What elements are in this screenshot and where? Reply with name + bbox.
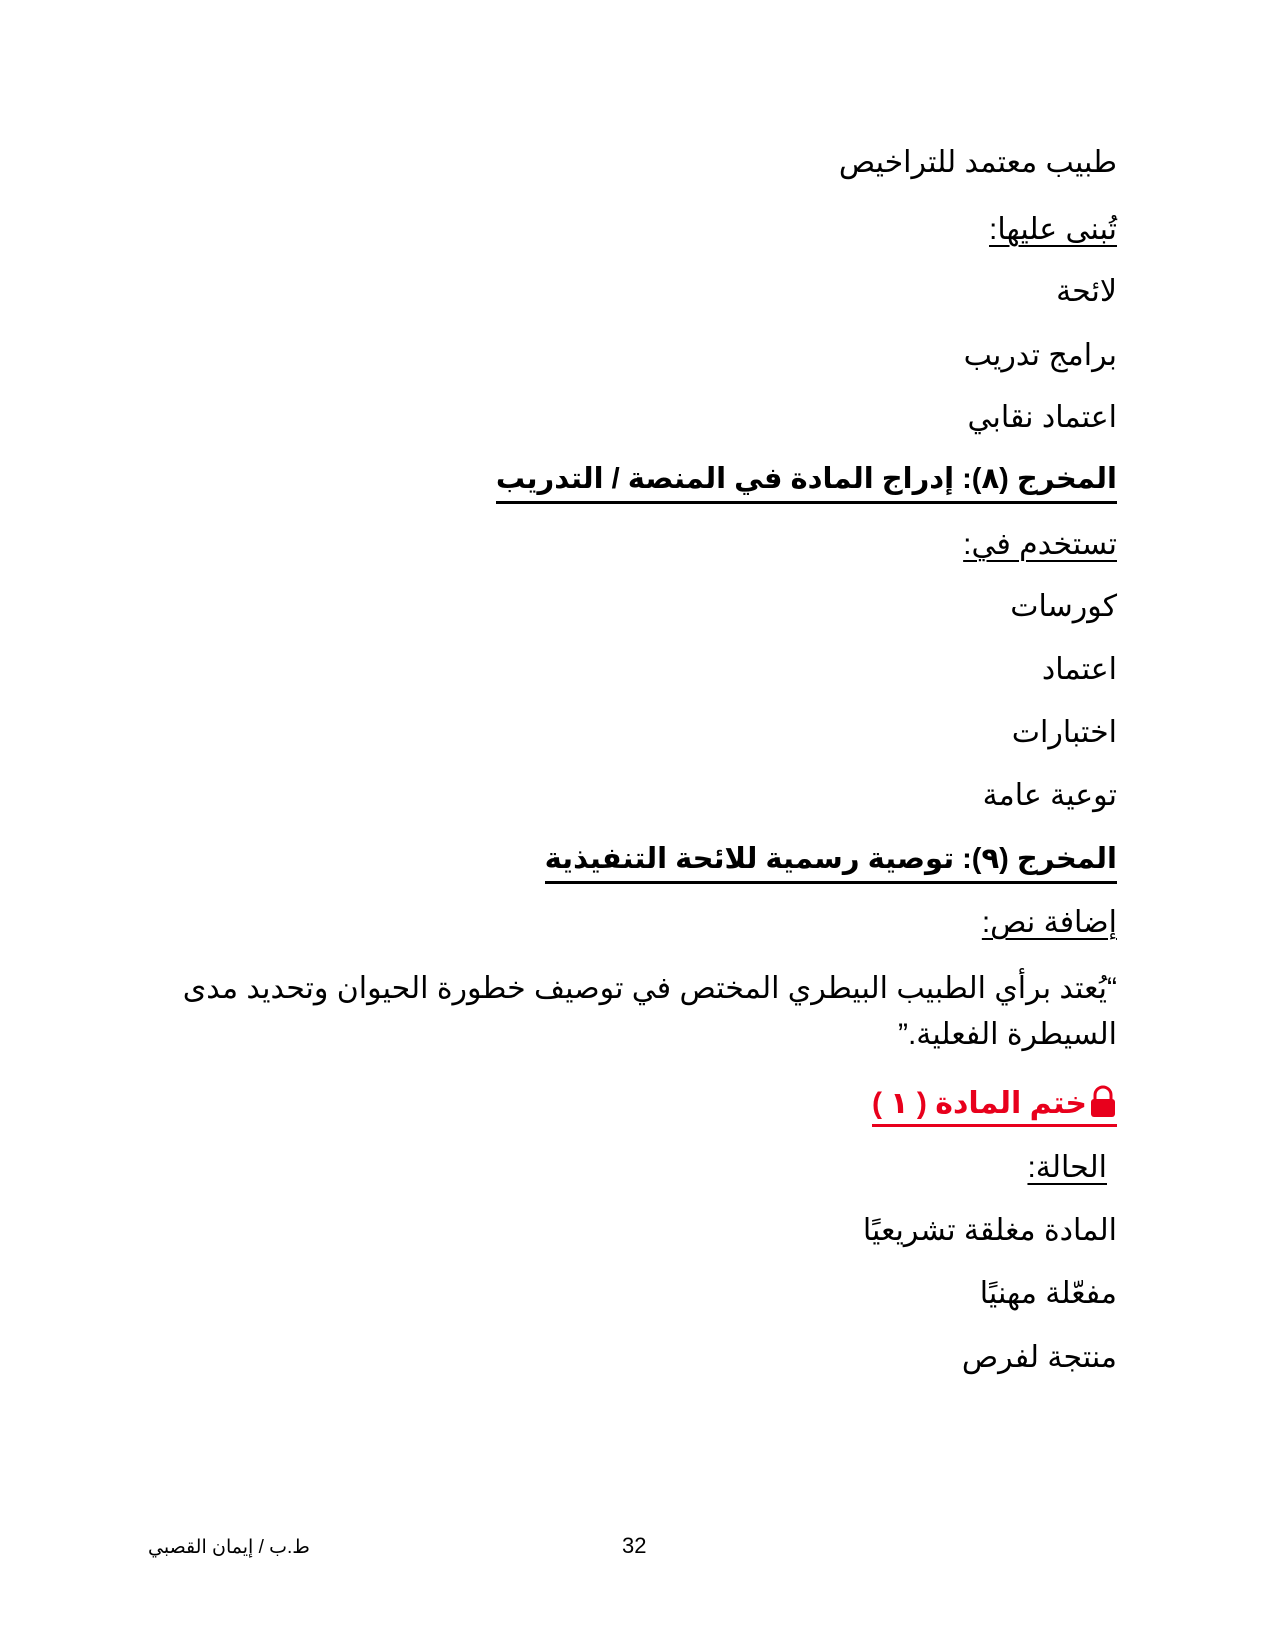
page-number: 32 bbox=[622, 1533, 647, 1558]
list-item: المادة مغلقة تشريعيًا bbox=[862, 1214, 1117, 1247]
lock-icon bbox=[1089, 1085, 1117, 1119]
seal-heading bbox=[872, 1085, 1117, 1127]
list-item: منتجة لفرص bbox=[961, 1341, 1117, 1374]
seal-label: ختم المادة ( ١ ) bbox=[871, 1087, 1087, 1120]
list-item: لائحة bbox=[1056, 275, 1117, 308]
doctor-licensing-line: طبيب معتمد للتراخيص bbox=[838, 146, 1117, 179]
status-subheading: الحالة: bbox=[1027, 1151, 1107, 1184]
list-item: مفعّلة مهنيًا bbox=[979, 1277, 1117, 1310]
list-item: برامج تدريب bbox=[963, 339, 1117, 372]
list-item: اختبارات bbox=[1011, 716, 1117, 749]
list-item: كورسات bbox=[1010, 590, 1117, 623]
recommendation-quote: “يُعتد برأي الطبيب البيطري المختص في توصيف خطورة الحيوان وتحديد مدى السيطرة الفعلية.” bbox=[182, 972, 1117, 1051]
output-9-heading: المخرج (٩): توصية رسمية للائحة التنفيذية bbox=[545, 840, 1117, 884]
add-text-subheading: إضافة نص: bbox=[981, 906, 1117, 939]
built-upon-subheading: تُبنى عليها: bbox=[989, 213, 1117, 246]
footer-author: ط.ب / إيمان القصبي bbox=[148, 1537, 310, 1558]
output-8-heading: المخرج (٨): إدراج المادة في المنصة / التدريب bbox=[496, 460, 1117, 504]
used-in-subheading: تستخدم في: bbox=[963, 528, 1117, 561]
list-item: اعتماد bbox=[1041, 653, 1117, 686]
list-item: توعية عامة bbox=[982, 779, 1117, 812]
list-item: اعتماد نقابي bbox=[967, 401, 1117, 434]
